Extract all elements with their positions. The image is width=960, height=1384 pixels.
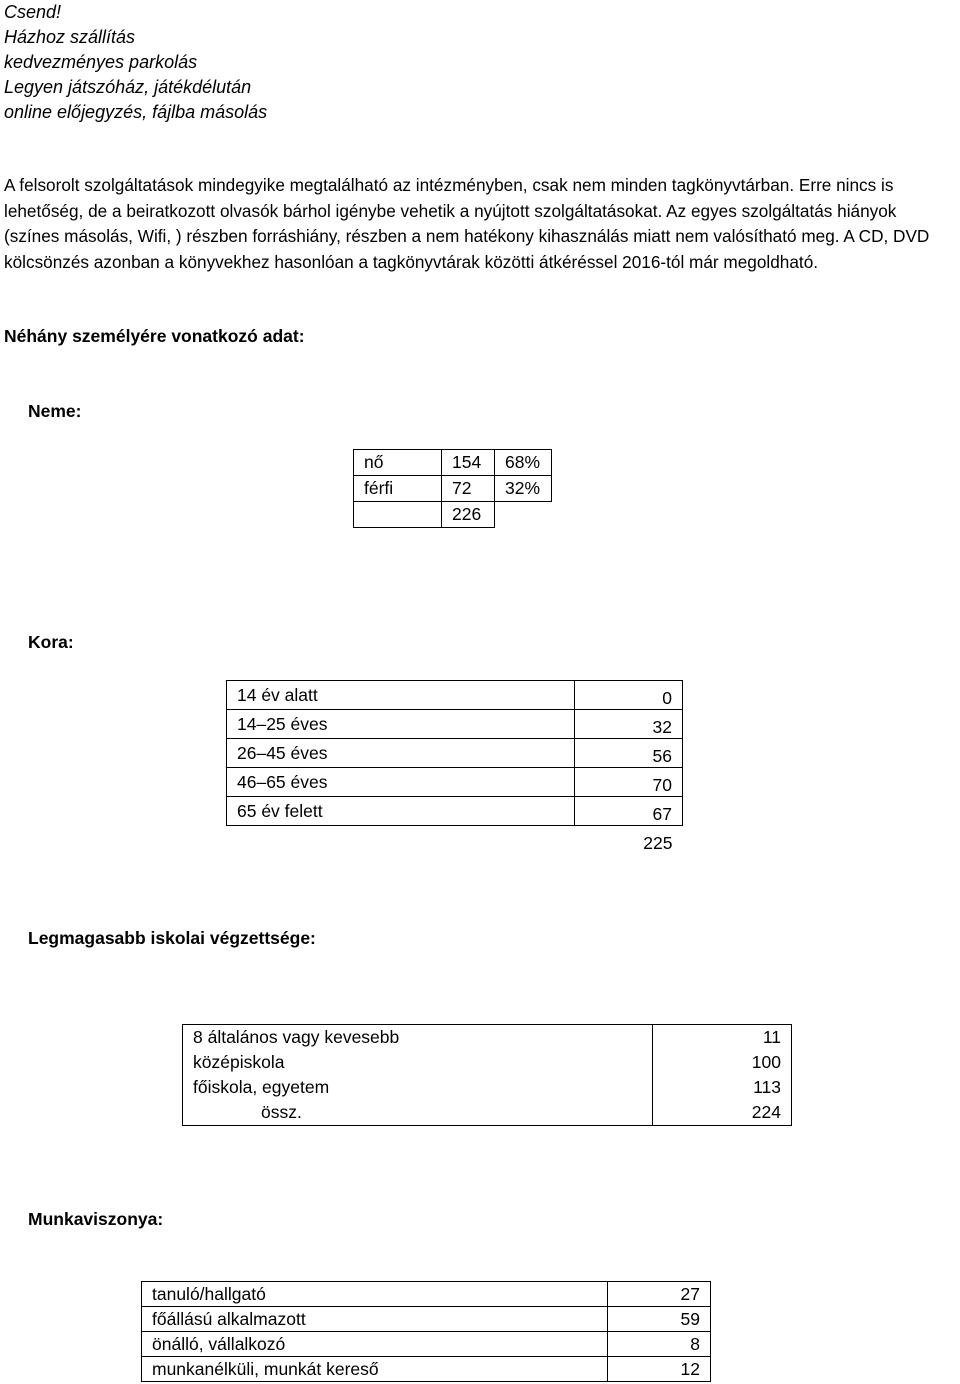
age-heading: Kora: bbox=[28, 632, 74, 652]
gender-heading: Neme: bbox=[28, 401, 82, 421]
education-count: 11 bbox=[653, 1025, 792, 1051]
table-row bbox=[142, 1282, 711, 1307]
employment-label: főállású alkalmazott bbox=[142, 1307, 608, 1332]
service-item: kedvezményes parkolás bbox=[4, 52, 198, 72]
employment-label: tanuló/hallgató bbox=[142, 1282, 608, 1307]
table-row bbox=[227, 681, 683, 710]
education-label: középiskola bbox=[183, 1050, 653, 1075]
table-row bbox=[183, 1075, 792, 1100]
gender-label: nő bbox=[354, 450, 442, 476]
table-row bbox=[227, 768, 683, 797]
table-row bbox=[354, 476, 552, 502]
table-row bbox=[142, 1332, 711, 1357]
age-count: 67 bbox=[575, 797, 683, 826]
table-row bbox=[183, 1100, 792, 1126]
table-row bbox=[227, 739, 683, 768]
gender-count: 72 bbox=[442, 476, 495, 502]
gender-pct: 32% bbox=[495, 476, 552, 502]
employment-count: 8 bbox=[608, 1332, 711, 1357]
age-label: 14‒25 éves bbox=[227, 710, 575, 739]
gender-empty-cell bbox=[354, 502, 442, 528]
age-count: 32 bbox=[575, 710, 683, 739]
education-total: 224 bbox=[653, 1100, 792, 1126]
gender-pct: 68% bbox=[495, 450, 552, 476]
age-count: 70 bbox=[575, 768, 683, 797]
table-row bbox=[227, 710, 683, 739]
table-row bbox=[354, 502, 552, 528]
education-table bbox=[182, 1024, 792, 1126]
age-count: 0 bbox=[575, 681, 683, 710]
employment-count: 27 bbox=[608, 1282, 711, 1307]
age-count: 56 bbox=[575, 739, 683, 768]
age-label: 46‒65 éves bbox=[227, 768, 575, 797]
employment-heading: Munkaviszonya: bbox=[28, 1209, 164, 1229]
table-row bbox=[354, 450, 552, 476]
age-label: 65 év felett bbox=[227, 797, 575, 826]
table-row bbox=[183, 1050, 792, 1075]
service-item: online előjegyzés, fájlba másolás bbox=[4, 102, 268, 122]
service-item: Csend! bbox=[4, 2, 62, 22]
services-list bbox=[4, 0, 267, 125]
table-row bbox=[142, 1307, 711, 1332]
education-label: 8 általános vagy kevesebb bbox=[183, 1025, 653, 1051]
table-row bbox=[142, 1357, 711, 1382]
table-row bbox=[227, 826, 683, 855]
employment-label: önálló, vállalkozó bbox=[142, 1332, 608, 1357]
table-row bbox=[183, 1025, 792, 1051]
gender-total: 226 bbox=[442, 502, 495, 528]
gender-table bbox=[353, 449, 552, 528]
education-heading: Legmagasabb iskolai végzettsége: bbox=[28, 928, 316, 948]
gender-label: férfi bbox=[354, 476, 442, 502]
employment-count: 12 bbox=[608, 1357, 711, 1382]
employment-table bbox=[141, 1281, 711, 1382]
age-table bbox=[226, 680, 683, 854]
services-paragraph: A felsorolt szolgáltatások mindegyike megtalálható az intézményben, csak nem minden tagkönyvtárban. Erre nincs is lehetőség, de a beiratkozott olvasók bárhol igénybe vehetik a nyújtott szolgáltatásokat. Az egyes szolgáltatás hiányok (színes másolás, Wifi, ) részben forráshiány, részben a nem hatékony kihasználás miatt nem valósítható meg. A CD, DVD kölcsönzés azonban a könyvekhez hasonlóan a tagkönyvtárak közötti átkéréssel 2016-tól már megoldható. bbox=[4, 175, 930, 272]
gender-empty-cell bbox=[495, 502, 552, 528]
service-item: Legyen játszóház, játékdélután bbox=[4, 77, 252, 97]
age-empty-cell bbox=[227, 826, 575, 855]
employment-label: munkanélküli, munkát kereső bbox=[142, 1357, 608, 1382]
age-label: 26‒45 éves bbox=[227, 739, 575, 768]
personal-data-heading: Néhány személyére vonatkozó adat: bbox=[4, 326, 305, 346]
employment-count: 59 bbox=[608, 1307, 711, 1332]
education-count: 100 bbox=[653, 1050, 792, 1075]
table-row bbox=[227, 797, 683, 826]
education-count: 113 bbox=[653, 1075, 792, 1100]
age-label: 14 év alatt bbox=[227, 681, 575, 710]
education-label: főiskola, egyetem bbox=[183, 1075, 653, 1100]
gender-count: 154 bbox=[442, 450, 495, 476]
age-total: 225 bbox=[643, 833, 673, 853]
service-item: Házhoz szállítás bbox=[4, 27, 136, 47]
education-total-label: össz. bbox=[183, 1100, 653, 1126]
